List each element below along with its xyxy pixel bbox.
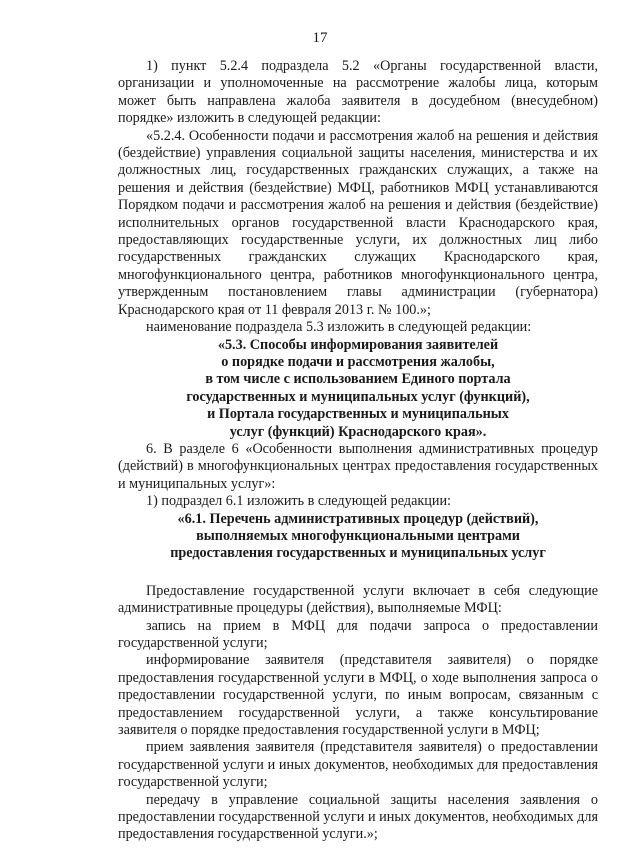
- paragraph: запись на прием в МФЦ для подачи запроса о предоставлении государственной услуги;: [118, 617, 598, 651]
- heading-line: услуг (функций) Краснодарского края».: [229, 423, 487, 440]
- heading-line: выполняемых многофункциональными центрами: [196, 527, 520, 544]
- paragraph: прием заявления заявителя (представителя заявителя) о предоставлении государственной услуги и иных документов, необходимых для предоставления государственной услуги;: [118, 739, 598, 791]
- heading-line: в том числе с использованием Единого портала: [205, 371, 511, 388]
- section-heading-6-1: [118, 511, 598, 563]
- paragraph: передачу в управление социальной защиты населения заявления о предоставлении государственной услуги и иных документов, необходимых для предоставления государственной услуги.»;: [118, 791, 598, 843]
- paragraph: Предоставление государственной услуги включает в себя следующие административные процедуры (действия), выполняемые МФЦ:: [118, 582, 598, 617]
- heading-line: о порядке подачи и рассмотрения жалобы,: [221, 353, 495, 370]
- heading-line: и Портала государственных и муниципальных: [207, 406, 509, 423]
- heading-line: государственных и муниципальных услуг (функций),: [186, 388, 530, 405]
- spacer: [118, 563, 598, 583]
- page-number: 17: [312, 30, 328, 46]
- paragraph: «5.2.4. Особенности подачи и рассмотрения жалоб на решения и действия (бездействие) управления социальной защиты населения, министерства и их должностных лиц, государственных гражданских служащих, а также на решения и действия (бездействие) МФЦ, работников МФЦ устанавливаются Порядком подачи и рассмотрения жалоб на решения и действия (бездействие) исполнительных органов государственной власти Краснодарского края, предоставляющих государственные услуги, их должностных лиц либо государственных гражданских служащих Краснодарского края, многофункционального центра, работников многофункционального центра, утвержденным постановлением главы администрации (губернатора) Краснодарского края от 11 февраля 2013 г. № 100.»;: [118, 127, 598, 318]
- paragraph: 1) пункт 5.2.4 подраздела 5.2 «Органы государственной власти, организации и уполномоченные на рассмотрение жалобы лица, которым может быть направлена жалоба заявителя в досудебном (внесудебном) порядке» изложить в следующей редакции:: [118, 58, 598, 127]
- document-body: [118, 58, 598, 844]
- heading-line: «5.3. Способы информирования заявителей: [217, 336, 499, 353]
- section-heading-5-3: [118, 337, 598, 441]
- paragraph: 1) подраздел 6.1 изложить в следующей редакции:: [146, 493, 451, 510]
- paragraph: 6. В разделе 6 «Особенности выполнения административных процедур (действий) в многофункциональных центрах предоставления государственных и муниципальных услуг»:: [118, 440, 598, 492]
- paragraph: наименование подраздела 5.3 изложить в следующей редакции:: [146, 319, 532, 336]
- heading-line: предоставления государственных и муниципальных услуг: [170, 545, 546, 562]
- paragraph: информирование заявителя (представителя заявителя) о порядке предоставления государственной услуги в МФЦ, о ходе выполнения запроса о предоставлении государственной услуги, по иным вопросам, связанным с предоставлением государственной услуги, а также консультирование заявителя о порядке предоставления государственной услуги в МФЦ;: [118, 652, 598, 739]
- heading-line: «6.1. Перечень административных процедур (действий),: [177, 510, 539, 527]
